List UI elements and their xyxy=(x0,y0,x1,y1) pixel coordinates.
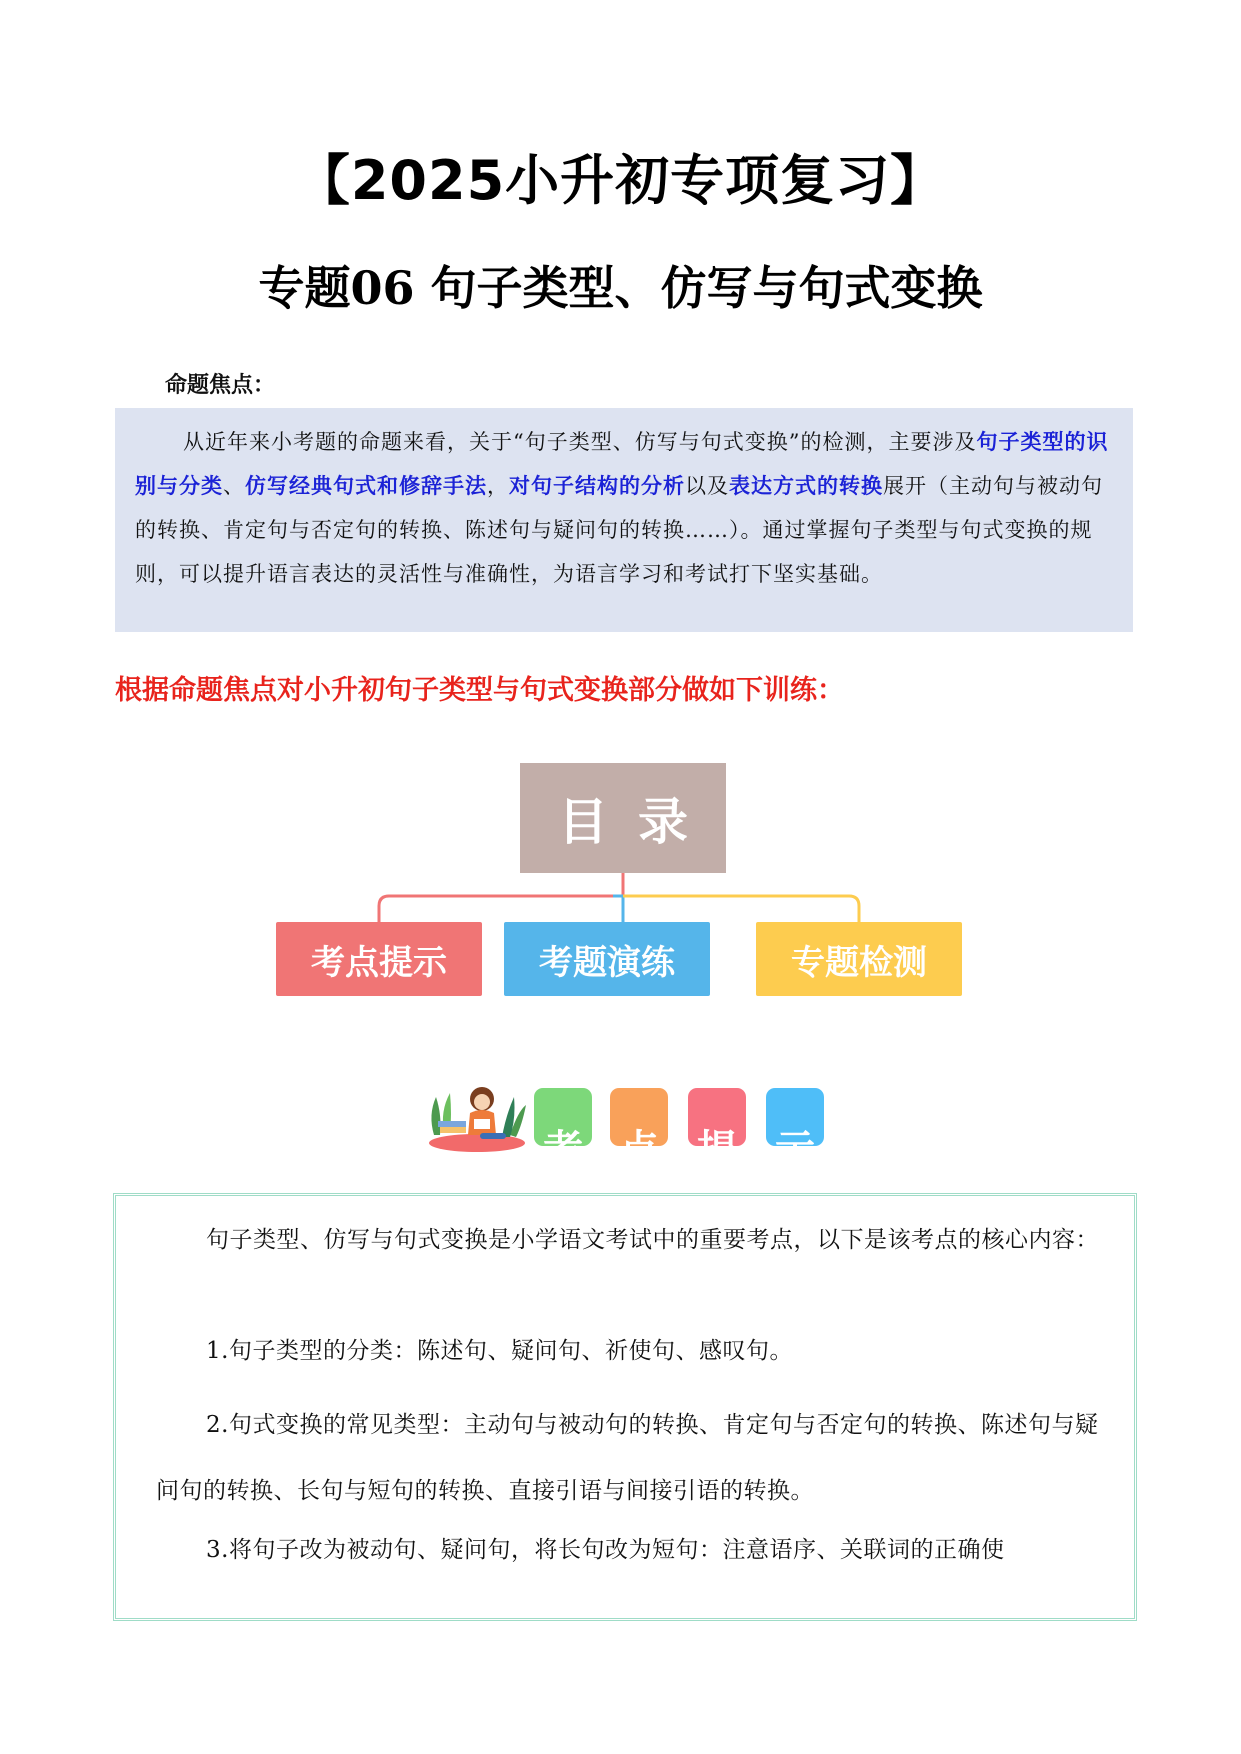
focus-highlight-4: 表达方式的转换 xyxy=(729,473,883,498)
training-heading: 根据命题焦点对小升初句子类型与句式变换部分做如下训练： xyxy=(115,675,844,706)
banner-char-ti: 提 xyxy=(697,1127,737,1173)
reading-girl-illustration xyxy=(422,1075,532,1155)
key-point-3: 3.将句子改为被动句、疑问句，将长句改为短句：注意语序、关联词的正确使 xyxy=(206,1537,1005,1563)
banner-tile-shi xyxy=(766,1088,824,1173)
focus-highlight-1: 句子类型的识别与分类 xyxy=(135,429,1109,498)
banner-tile-ti xyxy=(688,1088,746,1173)
document-subtitle: 专题06 句子类型、仿写与句式变换 xyxy=(258,261,983,315)
toc-title: 目录 xyxy=(520,763,726,873)
toc-item-kaoti-yanlian[interactable]: 考题演练 xyxy=(504,922,710,996)
focus-highlight-2: 仿写经典句式和修辞手法 xyxy=(245,473,487,498)
banner-char-kao: 考 xyxy=(543,1127,583,1173)
focus-separator-1: 、 xyxy=(223,474,245,498)
focus-text-1: 从近年来小考题的命题来看，关于“句子类型、仿写与句式变换”的检测，主要涉及 xyxy=(183,430,977,454)
focus-label: 命题焦点： xyxy=(165,373,276,398)
key-points-box xyxy=(113,1193,1137,1621)
banner-char-shi: 示 xyxy=(775,1127,815,1173)
focus-highlight-3: 对句子结构的分析 xyxy=(509,473,685,498)
focus-separator-2: ， xyxy=(487,474,509,498)
document-title: 【2025小升初专项复习】 xyxy=(295,149,946,212)
banner-tile-kao xyxy=(534,1088,592,1173)
toc-item-zhuanti-jiance[interactable]: 专题检测 xyxy=(756,922,962,996)
key-point-1: 1.句子类型的分类：陈述句、疑问句、祈使句、感叹句。 xyxy=(206,1338,793,1364)
toc-item-kaodian-tishi[interactable]: 考点提示 xyxy=(276,922,482,996)
banner-char-dian: 点 xyxy=(619,1127,659,1173)
banner-tile-dian xyxy=(610,1088,668,1173)
focus-separator-3: 以及 xyxy=(685,474,729,498)
key-points-intro: 句子类型、仿写与句式变换是小学语文考试中的重要考点，以下是该考点的核心内容： xyxy=(206,1227,1099,1253)
focus-text-2: 展开（主动句与被动句的转换、肯定句与否定句的转换、陈述句与疑问句的转换……）。通过掌握句子类型与句式变换的规则，可以提升语言表达的灵活性与准确性，为语言学习和考试打下坚实基础。 xyxy=(135,474,1103,586)
key-point-2: 2.句式变换的常见类型：主动句与被动句的转换、肯定句与否定句的转换、陈述句与疑问句的转换、长句与短句的转换、直接引语与间接引语的转换。 xyxy=(156,1412,1099,1504)
